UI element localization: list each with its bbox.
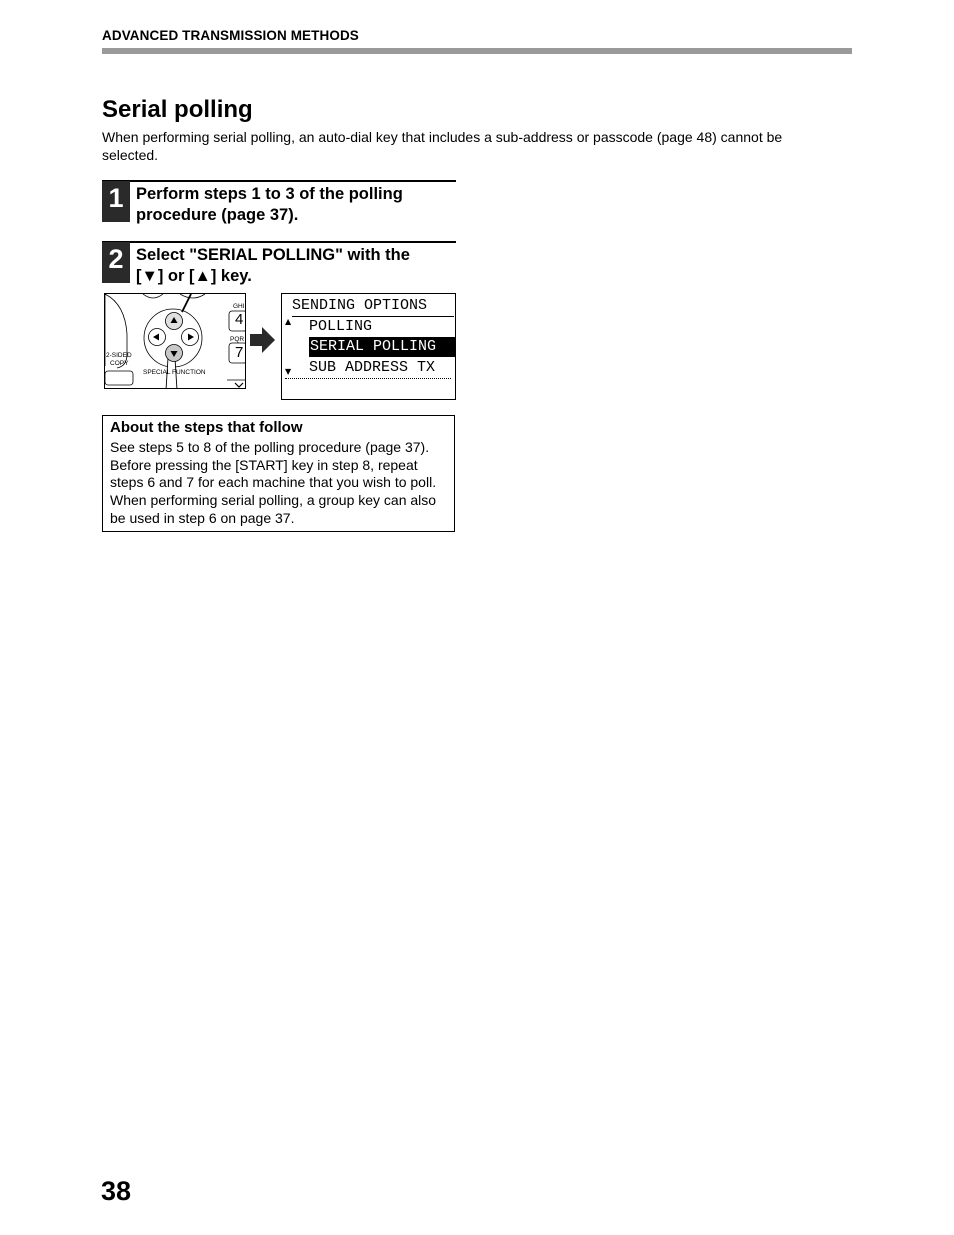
left-arrow-icon[interactable] — [147, 327, 167, 347]
lcd-item-sub-address-tx[interactable]: SUB ADDRESS TX — [309, 359, 436, 376]
note-title: About the steps that follow — [110, 419, 303, 436]
intro-text: When performing serial polling, an auto-dial key that includes a sub-address or passcode (page 48) cannot be selected. — [102, 129, 783, 163]
lcd-dotted-divider — [285, 378, 451, 379]
note-line: When performing serial polling, a group key can also — [110, 492, 437, 509]
copy-label: COPY — [110, 360, 129, 367]
step-1-line-2: procedure (page 37). — [136, 206, 299, 224]
key-7-label: 7 — [235, 344, 244, 361]
step-2-line-1: Select "SERIAL POLLING" with the — [136, 246, 410, 264]
two-sided-label: 2-SIDED — [106, 352, 132, 359]
note-line: Before pressing the [START] key in step 8, repeat — [110, 456, 418, 473]
note-line: See steps 5 to 8 of the polling procedure (page 37). — [110, 439, 430, 455]
lcd-item-serial-polling[interactable]: SERIAL POLLING — [309, 337, 456, 357]
lcd-up-marker-icon: ▲ — [285, 317, 292, 326]
key-4-label: 4 — [235, 311, 244, 328]
step-1-number: 1 — [102, 181, 130, 222]
step-2-line-2: [▼] or [▲] key. — [136, 267, 252, 285]
lcd-down-marker-icon: ▼ — [285, 367, 292, 376]
step-2-number: 2 — [102, 242, 130, 283]
lcd-title: SENDING OPTIONS — [292, 296, 454, 317]
page-title: Serial polling — [102, 96, 253, 123]
ghi-label: GHI — [233, 303, 245, 310]
step-2-rule — [102, 241, 456, 243]
note-box — [102, 415, 455, 532]
lcd-screen — [281, 293, 456, 400]
note-body — [110, 439, 447, 528]
section-header: ADVANCED TRANSMISSION METHODS — [102, 28, 359, 43]
step-2-text — [136, 245, 410, 287]
step-1-rule — [102, 180, 456, 182]
note-line: steps 6 and 7 for each machine that you wish to poll. — [110, 474, 437, 491]
step-1-text — [136, 184, 403, 226]
note-line: be used in step 6 on page 37. — [110, 509, 295, 526]
special-function-label: SPECIAL FUNCTION — [143, 369, 206, 376]
right-arrow-icon[interactable] — [180, 327, 200, 347]
page-number: 38 — [101, 1176, 132, 1206]
arrow-right-icon — [250, 325, 276, 355]
step-1-line-1: Perform steps 1 to 3 of the polling — [136, 185, 403, 203]
lcd-item-polling[interactable]: POLLING — [309, 318, 373, 335]
pqr-label: PQR — [230, 336, 245, 343]
header-rule — [102, 48, 852, 54]
operation-panel-illustration — [104, 293, 246, 389]
